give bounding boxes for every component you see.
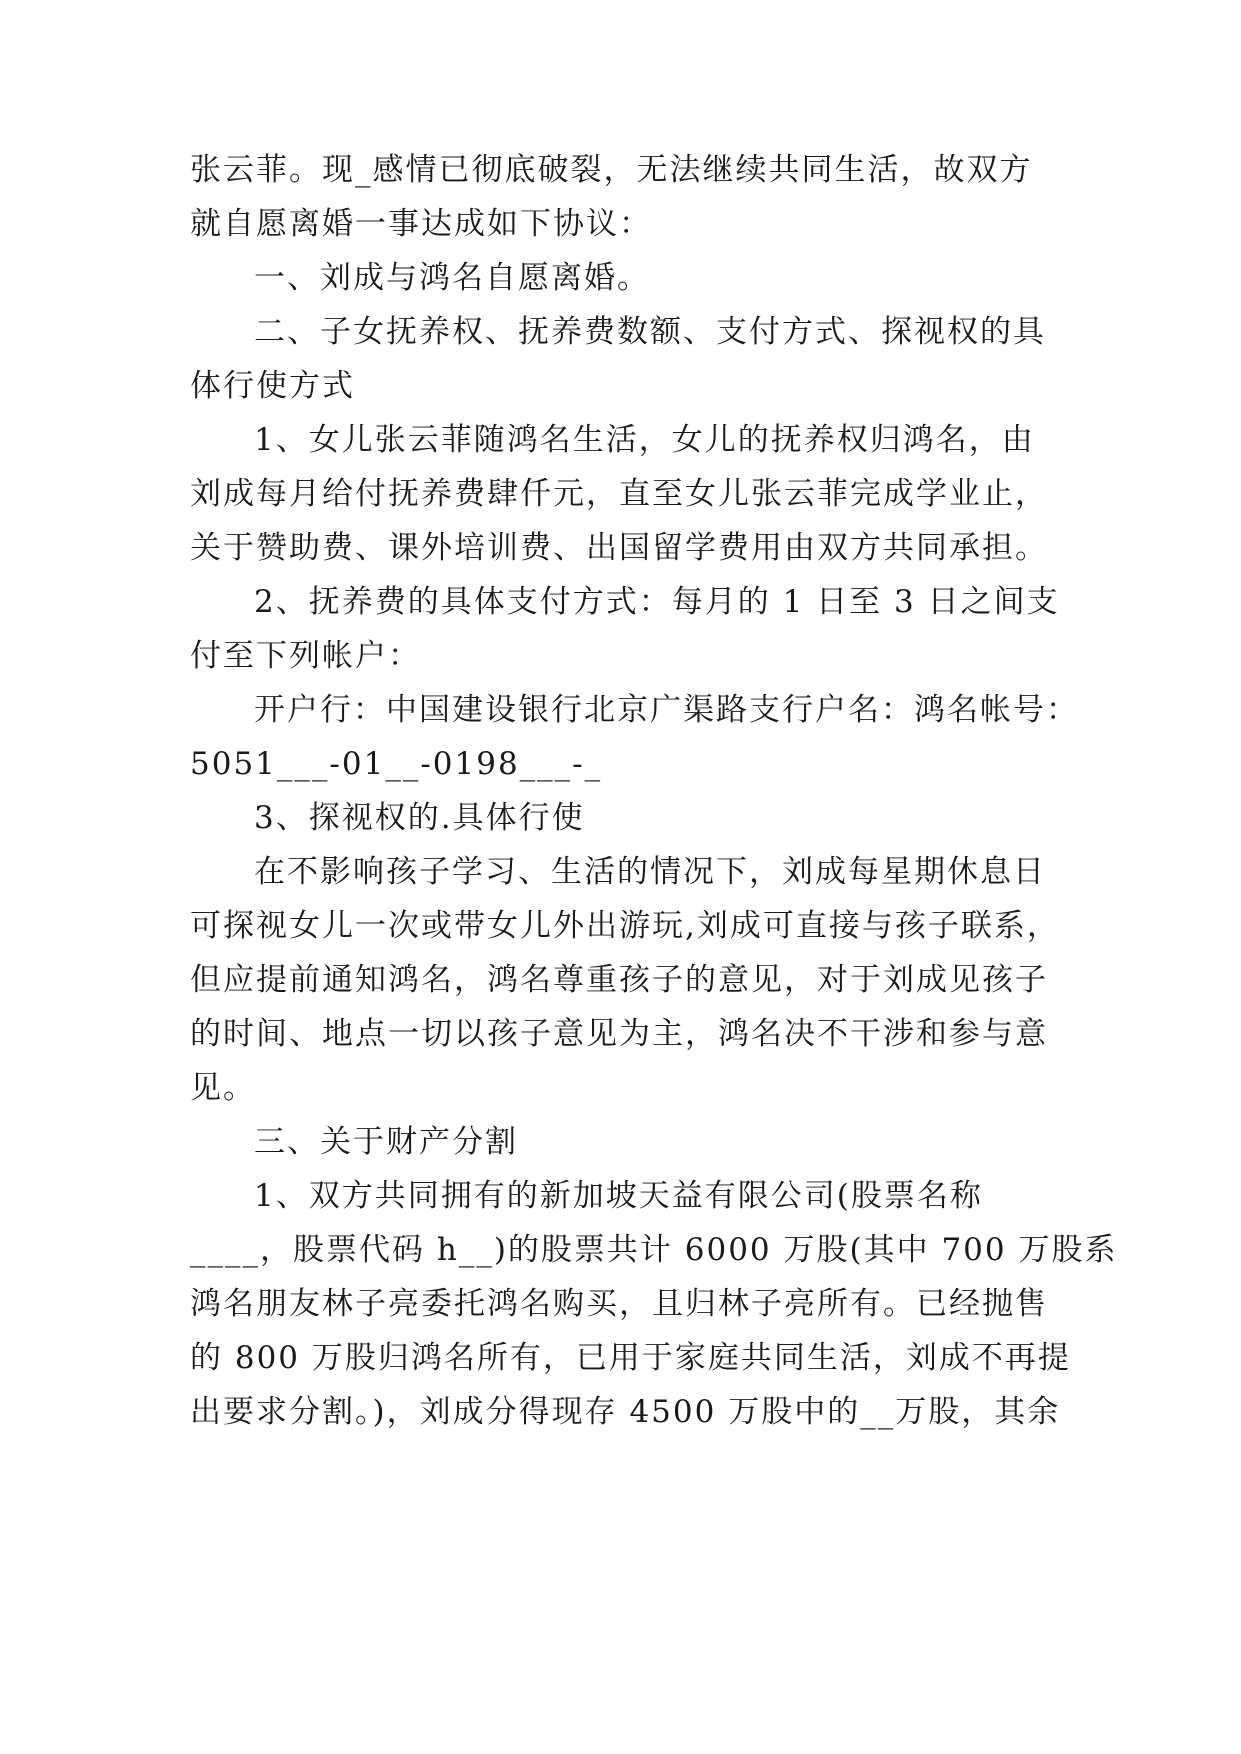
text-line: 的时间、地点一切以孩子意见为主，鸿名决不干涉和参与意 [190,1016,1048,1052]
text-line: 关于赞助费、课外培训费、出国留学费用由双方共同承担。 [190,530,1048,566]
text-line: 在不影响孩子学习、生活的情况下，刘成每星期休息日 [254,854,1046,890]
text-line: 但应提前通知鸿名，鸿名尊重孩子的意见，对于刘成见孩子 [190,962,1048,998]
account-number: 5051___-01__-0198___-_ [190,746,603,782]
text-line: 一、刘成与鸿名自愿离婚。 [254,260,650,296]
text-line: 开户行：中国建设银行北京广渠路支行户名：鸿名帐号： [254,692,1079,728]
text-line: 刘成每月给付抚养费肆仟元，直至女儿张云菲完成学业止， [190,476,1048,512]
text-line: 1、女儿张云菲随鸿名生活，女儿的抚养权归鸿名，由 [254,422,1035,458]
text-line: 的 800 万股归鸿名所有，已用于家庭共同生活，刘成不再提 [190,1340,1071,1376]
text-line: 1、双方共同拥有的新加坡天益有限公司(股票名称 [254,1178,983,1214]
text-line: 鸿名朋友林子亮委托鸿名购买，且归林子亮所有。已经抛售 [190,1286,1048,1322]
text-line: 就自愿离婚一事达成如下协议： [190,206,652,242]
text-line: 出要求分割。)，刘成分得现存 4500 万股中的__万股，其余 [190,1394,1061,1430]
text-line: 张云菲。现_感情已彻底破裂，无法继续共同生活，故双方 [190,152,1033,188]
text-line: ____，股票代码 h__)的股票共计 6000 万股(其中 700 万股系 [190,1232,1118,1268]
text-line: 3、探视权的.具体行使 [254,800,585,836]
text-line: 付至下列帐户： [190,638,421,674]
text-line: 2、抚养费的具体支付方式：每月的 1 日至 3 日之间支 [254,584,1060,620]
text-line: 可探视女儿一次或带女儿外出游玩,刘成可直接与孩子联系， [190,908,1060,944]
text-line: 见。 [190,1070,256,1106]
section-heading: 三、关于财产分割 [254,1124,518,1160]
text-line: 二、子女抚养权、抚养费数额、支付方式、探视权的具 [254,314,1046,350]
text-line: 体行使方式 [190,368,355,404]
